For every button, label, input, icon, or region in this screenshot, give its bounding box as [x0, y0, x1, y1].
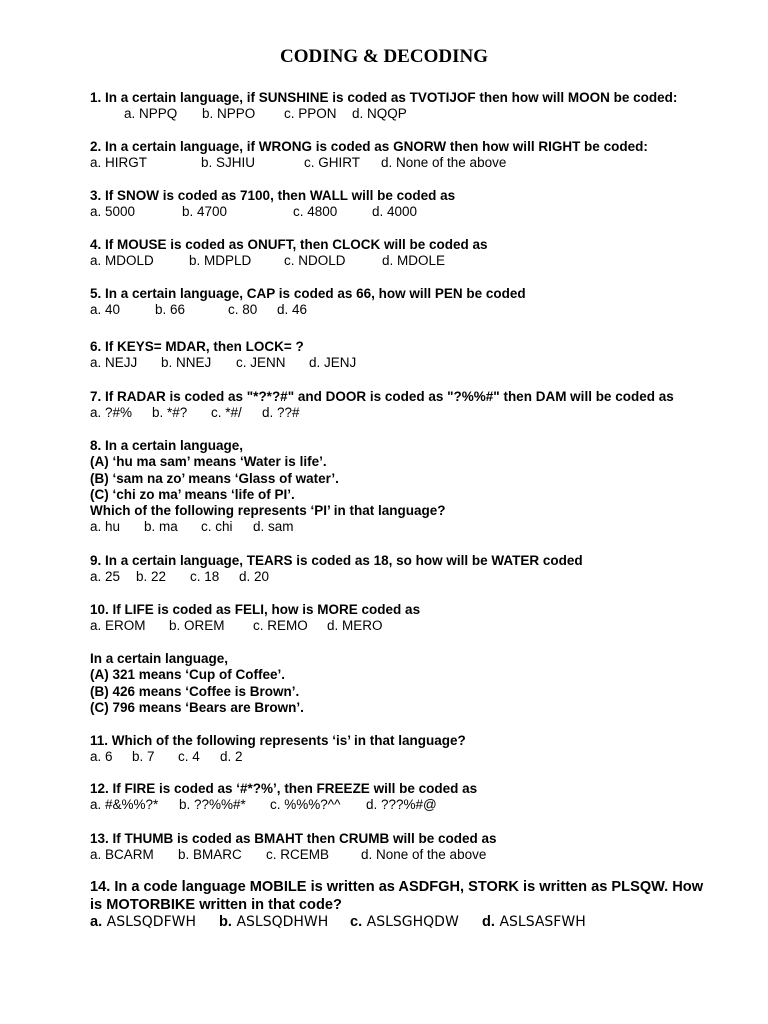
option-c: c. %%%?^^: [270, 797, 341, 813]
option-c: c. NDOLD: [284, 253, 346, 269]
option-a: a. 25: [90, 569, 121, 585]
option-a-label: a.: [90, 914, 103, 930]
context-text: In a certain language,: [90, 651, 229, 666]
option-a: a. EROM: [90, 618, 146, 634]
option-c: c. REMO: [253, 618, 308, 634]
option-a: a. BCARM: [90, 847, 154, 863]
option-d: d. None of the above: [361, 847, 487, 863]
options-row: [90, 569, 748, 585]
question-13: [90, 831, 748, 864]
question-10: [90, 602, 748, 635]
question-text: 1. In a certain language, if SUNSHINE is coded as TVOTIJOF then how will MOON be coded:: [90, 90, 678, 105]
option-d: d. 20: [239, 569, 270, 585]
options-row: [90, 405, 748, 421]
option-a: a. NPPQ: [124, 106, 178, 122]
option-b: b. SJHIU: [201, 155, 256, 171]
option-b: b. MDPLD: [189, 253, 252, 269]
option-d: d. ???%#@: [366, 797, 437, 813]
question-text: 14. In a code language MOBILE is written as ASDFGH, STORK is written as PLSQW. How is MOTORBIKE written in that code?: [90, 879, 704, 913]
option-c-text: ASLSGHQDW: [366, 914, 459, 930]
option-d: d. 2: [220, 749, 243, 765]
question-text: 7. If RADAR is coded as "*?*?#" and DOOR is coded as "?%%#" then DAM will be coded as: [90, 389, 674, 404]
option-b: b. 4700: [182, 204, 228, 220]
option-d: d. MERO: [327, 618, 383, 634]
option-c: c. JENN: [236, 355, 286, 371]
question-4: [90, 237, 748, 270]
option-a-text: ASLSQDFWH: [106, 914, 196, 930]
option-b: [219, 914, 350, 932]
options-row: [90, 253, 748, 269]
statement-c: (C) 796 means ‘Bears are Brown’.: [90, 699, 304, 715]
option-c: c. 4: [178, 749, 200, 765]
question-text: 10. If LIFE is coded as FELI, how is MORE coded as: [90, 602, 421, 617]
question-12: [90, 781, 748, 814]
question-text: 2. In a certain language, if WRONG is coded as GNORW then how will RIGHT be coded:: [90, 139, 648, 154]
question-2: [90, 139, 748, 172]
option-d: d. 46: [277, 302, 308, 318]
option-d: d. JENJ: [309, 355, 357, 371]
option-d-label: d.: [482, 914, 495, 930]
options-row: [90, 204, 748, 220]
question-text: 5. In a certain language, CAP is coded as 66, how will PEN be coded: [90, 286, 526, 301]
options-row: [90, 797, 748, 813]
question-text: 13. If THUMB is coded as BMAHT then CRUMB will be coded as: [90, 831, 497, 846]
option-b-label: b.: [219, 914, 232, 930]
option-a: a. hu: [90, 519, 121, 535]
options-row: [90, 355, 748, 371]
option-c: c. *#/: [211, 405, 242, 421]
option-a: a. 40: [90, 302, 121, 318]
question-9: [90, 553, 748, 586]
question-text: 12. If FIRE is coded as ‘#*?%’, then FREEZE will be coded as: [90, 781, 478, 796]
option-b: b. *#?: [152, 405, 188, 421]
option-c: c. 80: [228, 302, 258, 318]
statement-c: (C) ‘chi zo ma’ means ‘life of PI’.: [90, 486, 295, 502]
statement-b: (B) ‘sam na zo’ means ‘Glass of water’.: [90, 470, 339, 486]
question-text: 4. If MOUSE is coded as ONUFT, then CLOCK will be coded as: [90, 237, 488, 252]
option-c: c. RCEMB: [266, 847, 330, 863]
option-d: d. MDOLE: [382, 253, 446, 269]
option-a: a. HIRGT: [90, 155, 148, 171]
options-row: [90, 302, 748, 318]
option-a: a. ?#%: [90, 405, 133, 421]
option-b: b. BMARC: [178, 847, 242, 863]
options-row: [90, 914, 708, 932]
option-d: d. ??#: [262, 405, 300, 421]
statement-a: (A) 321 means ‘Cup of Coffee’.: [90, 667, 286, 683]
question-text: 8. In a certain language,: [90, 438, 244, 453]
question-prompt: Which of the following represents ‘PI’ in that language?: [90, 503, 446, 519]
option-c-label: c.: [350, 914, 363, 930]
question-11: [90, 733, 748, 766]
option-b-text: ASLSQDHWH: [236, 914, 329, 930]
options-row: [90, 519, 748, 535]
statement-a: (A) ‘hu ma sam’ means ‘Water is life’.: [90, 454, 327, 470]
options-row: [90, 155, 748, 171]
option-a: a. 5000: [90, 204, 136, 220]
option-b: b. 7: [132, 749, 155, 765]
page-title: CODING & DECODING: [280, 46, 488, 67]
question-8: [90, 438, 748, 536]
question-text: 6. If KEYS= MDAR, then LOCK= ?: [90, 339, 304, 354]
option-a: [90, 914, 219, 932]
option-d: d. sam: [253, 519, 294, 535]
options-row: [90, 749, 748, 765]
option-a: a. 6: [90, 749, 113, 765]
option-c: c. GHIRT: [304, 155, 361, 171]
option-b: b. 66: [155, 302, 186, 318]
option-b: b. NNEJ: [161, 355, 212, 371]
option-c: c. 4800: [293, 204, 338, 220]
statement-b: (B) 426 means ‘Coffee is Brown’.: [90, 683, 300, 699]
option-b: b. NPPO: [202, 106, 256, 122]
question-7: [90, 389, 748, 422]
option-d: d. NQQP: [352, 106, 407, 122]
option-d-text: ASLSASFWH: [499, 914, 586, 930]
option-d: [482, 914, 586, 932]
options-row: [90, 106, 748, 122]
question-3: [90, 188, 748, 221]
option-b: b. OREM: [169, 618, 225, 634]
question-context: [90, 651, 748, 716]
option-c: c. 18: [190, 569, 220, 585]
question-5: [90, 286, 748, 319]
question-14: [90, 879, 708, 932]
question-6: [90, 339, 748, 372]
option-c: c. chi: [201, 519, 233, 535]
option-b: b. ??%%#*: [179, 797, 246, 813]
option-a: a. #&%%?*: [90, 797, 159, 813]
question-text: 11. Which of the following represents ‘is’ in that language?: [90, 733, 466, 748]
option-a: a. NEJJ: [90, 355, 138, 371]
options-row: [90, 618, 748, 634]
option-b: b. ma: [144, 519, 178, 535]
question-text: 3. If SNOW is coded as 7100, then WALL will be coded as: [90, 188, 456, 203]
question-text: 9. In a certain language, TEARS is coded as 18, so how will be WATER coded: [90, 553, 583, 568]
option-c: c. PPON: [284, 106, 337, 122]
option-d: d. 4000: [372, 204, 418, 220]
option-a: a. MDOLD: [90, 253, 154, 269]
option-b: b. 22: [136, 569, 167, 585]
question-1: [90, 90, 748, 123]
options-row: [90, 847, 748, 863]
option-c: [350, 914, 482, 932]
option-d: d. None of the above: [381, 155, 507, 171]
